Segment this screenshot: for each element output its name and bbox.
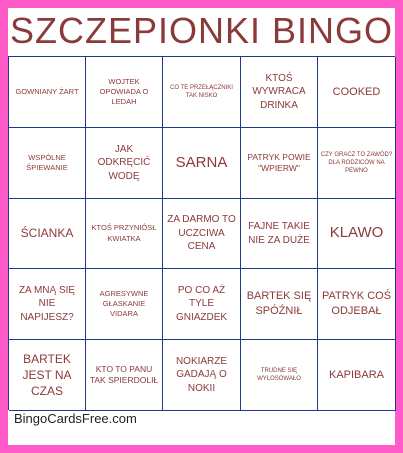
card-title: SZCZEPIONKI BINGO <box>9 10 394 51</box>
bingo-cell[interactable]: KTO TO PANU TAK SPIERDOLIŁ <box>86 340 163 411</box>
bingo-cell[interactable]: SARNA <box>163 128 241 199</box>
bingo-cell[interactable]: KAPIBARA <box>318 340 396 411</box>
bingo-cell[interactable]: KLAWO <box>318 199 396 269</box>
bingo-cell[interactable]: PATRYK POWIE "WPIERW" <box>241 128 318 199</box>
bingo-cell[interactable]: WSPÓLNE ŚPIEWANIE <box>9 128 86 199</box>
bingo-cell[interactable]: PATRYK COŚ ODJEBAŁ <box>318 269 396 340</box>
bingo-cell[interactable]: BARTEK JEST NA CZAS <box>9 340 86 411</box>
bingo-cell[interactable]: PO CO AŻ TYLE GNIAZDEK <box>163 269 241 340</box>
bingo-cell[interactable]: WOJTEK OPOWIADA O LEDAH <box>86 57 163 128</box>
bingo-cell[interactable]: TRUDNE SIĘ WYLOSOWAŁO <box>241 340 318 411</box>
bingo-cell[interactable]: ŚCIANKA <box>9 199 86 269</box>
bingo-cell[interactable]: NOKIARZE GADAJĄ O NOKII <box>163 340 241 411</box>
bingo-grid <box>8 56 395 410</box>
bingo-cell[interactable]: BARTEK SIĘ SPÓŹNIŁ <box>241 269 318 340</box>
bingo-cell[interactable]: AGRESYWNE GŁASKANIE VIDARA <box>86 269 163 340</box>
bingo-cell[interactable]: FAJNE TAKIE NIE ZA DUŻE <box>241 199 318 269</box>
bingo-cell[interactable]: JAK ODKRĘCIĆ WODĘ <box>86 128 163 199</box>
bingo-cell[interactable]: KTOŚ WYWRACA DRINKA <box>241 57 318 128</box>
bingo-card <box>8 8 395 445</box>
bingo-cell[interactable]: CO TE PRZEŁĄCZNIKI TAK NISKO <box>163 57 241 128</box>
bingo-cell[interactable]: COOKED <box>318 57 396 128</box>
bingo-cell[interactable]: KTOŚ PRZYNIÓSŁ KWIATKA <box>86 199 163 269</box>
bingo-cell[interactable]: ZA MNĄ SIĘ NIE NAPIJESZ? <box>9 269 86 340</box>
bingo-cell[interactable]: ZA DARMO TO UCZCIWA CENA <box>163 199 241 269</box>
bingo-cell[interactable]: CZY GRACZ TO ZAWÓD? DLA RODZICÓW NA PEWNO <box>318 128 396 199</box>
site-credit: BingoCardsFree.com <box>14 411 137 426</box>
bingo-cell[interactable]: GOWNIANY ŻART <box>9 57 86 128</box>
